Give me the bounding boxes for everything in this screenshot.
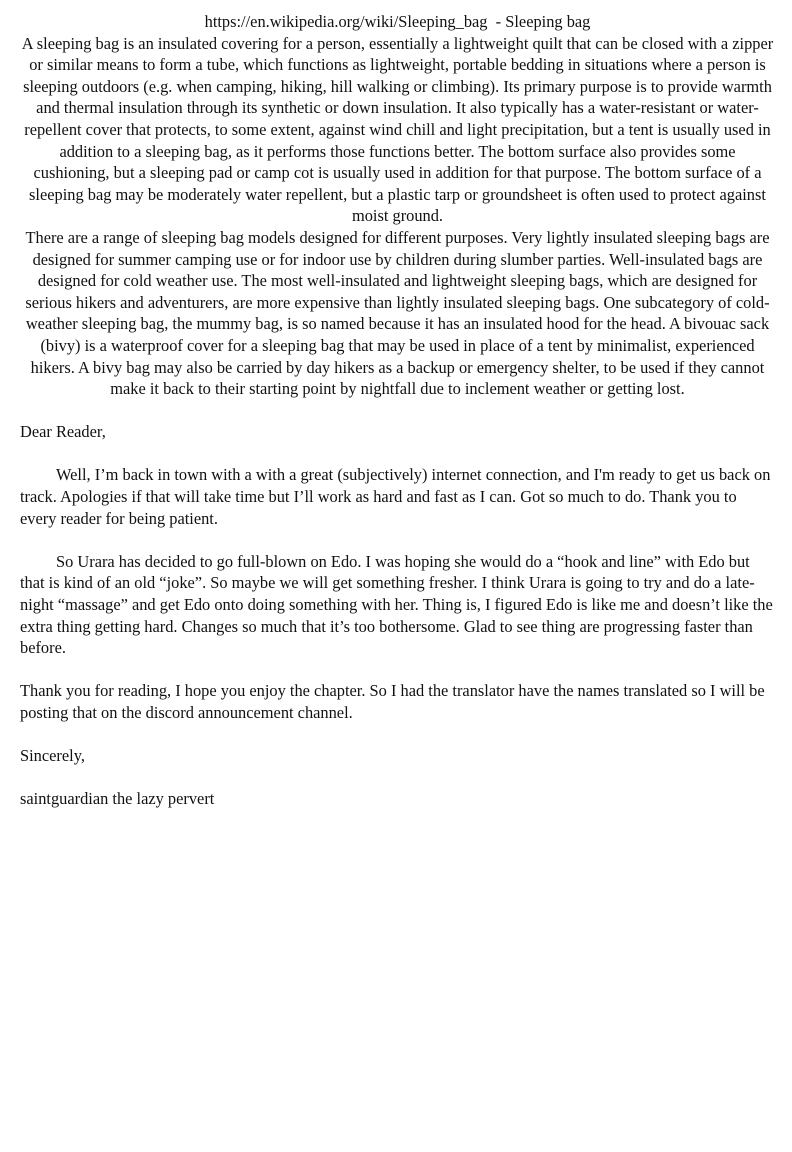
letter-paragraph: Thank you for reading, I hope you enjoy the chapter. So I had the translator have the names translated so I will be posting that on the discord announcement channel. [20,681,765,722]
letter-closing: Sincerely, [20,746,85,766]
letter-paragraph: Well, I’m back in town with a with a great (subjectively) internet connection, and I'm ready to get us back on track. Apologies if that will take time but I’ll work as hard and fast as I can. Got so much to do. Thank you to every reader for being patient. [20,465,771,528]
source-separator: - [487,12,506,31]
source-line [20,11,775,33]
letter-greeting: Dear Reader, [20,422,106,442]
author-letter [20,421,775,810]
letter-signature: saintguardian the lazy pervert [20,789,215,809]
article-paragraph: There are a range of sleeping bag models designed for different purposes. Very lightly insulated sleeping bags are designed for summer camping use or for indoor use by children during slumber parties. Well-insulated bags are designed for cold weather use. The most well-insulated and lightweight sleeping bags, which are designed for serious hikers and adventurers, are more expensive than lightly insulated sleeping bags. One subcategory of cold-weather sleeping bag, the mummy bag, is so named because it has an insulated hood for the head. A bivouac sack (bivy) is a waterproof cover for a sleeping bag that may be used in place of a tent by minimalist, experienced hikers. A bivy bag may also be carried by day hikers as a backup or emergency shelter, to be used if they cannot make it back to their starting point by nightfall due to inclement weather or getting lost. [25,227,770,399]
source-url: https://en.wikipedia.org/wiki/Sleeping_bag [204,12,488,31]
document-page [20,11,775,832]
article-paragraph: A sleeping bag is an insulated covering for a person, essentially a lightweight quilt that can be closed with a zipper or similar means to form a tube, which functions as lightweight, portable bedding in situations where a person is sleeping outdoors (e.g. when camping, hiking, hill walking or climbing). Its primary purpose is to provide warmth and thermal insulation through its synthetic or down insulation. It also typically has a water-resistant or water-repellent cover that protects, to some extent, against wind chill and light precipitation, but a tent is usually used in addition to a sleeping bag, as it performs those functions better. The bottom surface also provides some cushioning, but a sleeping pad or camp cot is usually used in addition for that purpose. The bottom surface of a sleeping bag may be moderately water repellent, but a plastic tarp or groundsheet is often used to protect against moist ground. [21,33,774,226]
article-excerpt [20,11,775,400]
letter-paragraph: So Urara has decided to go full-blown on Edo. I was hoping she would do a “hook and line” with Edo but that is kind of an old “joke”. So maybe we will get something fresher. I think Urara is going to try and do a late-night “massage” and get Edo onto doing something with her. Thing is, I figured Edo is like me and doesn’t like the extra thing getting hard. Changes so much that it’s too bothersome. Glad to see thing are progressing faster than before. [20,551,773,658]
source-title: Sleeping bag [505,12,591,31]
